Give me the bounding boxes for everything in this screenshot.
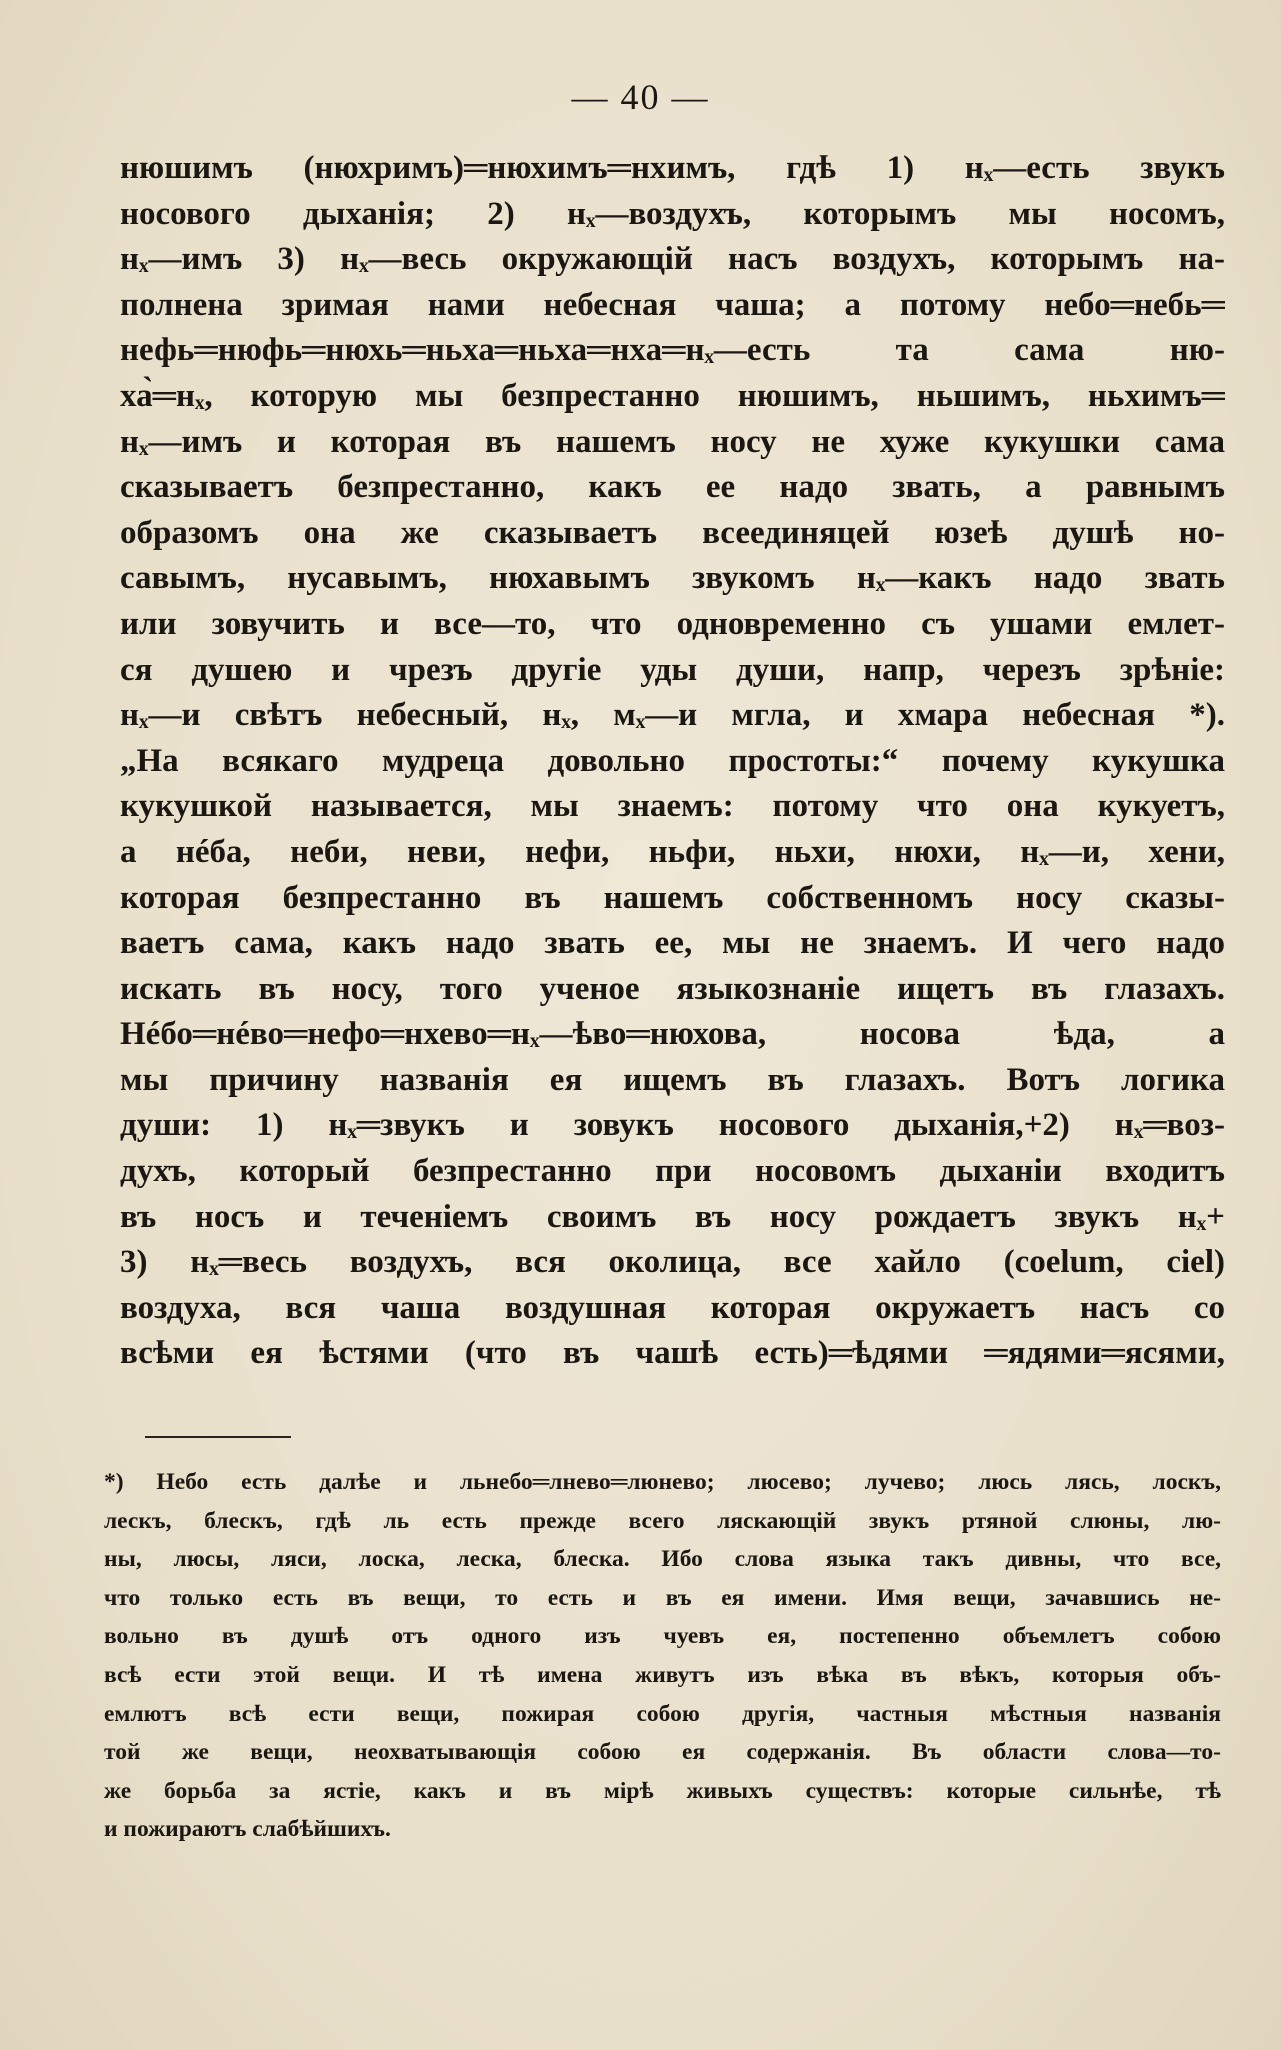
footnote-line: лескъ, блескъ, гдѣ ль есть прежде всего ляскающій звукъ ртяной слюны, лю- (104, 1507, 1221, 1534)
footnote-line: той же вещи, неохватывающія собою ея содержанія. Въ области слова—то- (104, 1739, 1221, 1766)
text-line: искать въ носу, того ученое языкознаніе ищетъ въ глазахъ. (120, 970, 1225, 1007)
text-line: „На всякаго мудреца довольно простоты:“ почему кукушка (120, 742, 1225, 779)
text-line: кукушкой называется, мы знаемъ: потому что она кукуетъ, (120, 788, 1225, 825)
main-text-block (120, 146, 1225, 1377)
text-line: или зовучить и все—то, что одновременно съ ушами емлет- (120, 605, 1225, 642)
text-line: а нéба, неби, неви, нефи, ньфи, ньхи, нюхи, нₓ—и, хени, (120, 833, 1225, 870)
text-line: нₓ—имъ и которая въ нашемъ носу не хуже кукушки сама (120, 423, 1225, 460)
text-line: въ носъ и теченіемъ своимъ въ носу рождаетъ звукъ нₓ+ (120, 1198, 1225, 1235)
footnote-line: ны, люсы, ляси, лоска, леска, блеска. Ибо слова языка такъ дивны, что все, (104, 1546, 1221, 1573)
footnote-line: и пожираютъ слабѣйшихъ. (104, 1816, 391, 1843)
text-line: мы причину названія ея ищемъ въ глазахъ. Вотъ логика (120, 1061, 1225, 1098)
footnote-block (104, 1463, 1221, 1849)
text-line: ся душею и чрезъ другіе уды души, напр, черезъ зрѣніе: (120, 651, 1225, 688)
page-number: — 40 — (571, 77, 710, 117)
footnote-line: вольно въ душѣ отъ одного изъ чуевъ ея, постепенно объемлетъ собою (104, 1623, 1221, 1650)
footnote-line: что только есть въ вещи, то есть и въ ея имени. Имя вещи, зачавшись не- (104, 1584, 1221, 1611)
text-line: нюшимъ (нюхримъ)═нюхимъ═нхимъ, гдѣ 1) нₓ—есть звукъ (120, 150, 1225, 186)
text-line: всѣми ея ѣстями (что въ чашѣ есть)═ѣдями ═ядями═ясями, (120, 1335, 1225, 1372)
text-line: образомъ она же сказываетъ всеединяцей юзеѣ душѣ но- (120, 514, 1225, 551)
text-line: которая безпрестанно въ нашемъ собственномъ носу сказы- (120, 879, 1225, 916)
footnote-line: емлютъ всѣ ести вещи, пожирая собою другія, частныя мѣстныя названія (104, 1700, 1221, 1727)
footnote-line: всѣ ести этой вещи. И тѣ имена живутъ изъ вѣка въ вѣкъ, которыя объ- (104, 1661, 1221, 1688)
text-line: души: 1) нₓ═звукъ и зовукъ носового дыханія,+2) нₓ═воз- (120, 1107, 1225, 1144)
text-line: ваетъ сама, какъ надо звать ее, мы не знаемъ. И чего надо (120, 925, 1225, 962)
footnote-line: *) Небо есть далѣе и льнебо═лнево═люнево; люсево; лучево; люсь лясь, лоскъ, (104, 1469, 1221, 1495)
text-line: нₓ—имъ 3) нₓ—весь окружающій насъ воздухъ, которымъ на- (120, 241, 1225, 278)
text-line: полнена зримая нами небесная чаша; а потому небо═небь═ (120, 286, 1225, 323)
text-line: сказываетъ безпрестанно, какъ ее надо звать, а равнымъ (120, 469, 1225, 506)
footnote-line: же борьба за ястіе, какъ и въ мірѣ живыхъ существъ: которые сильнѣе, тѣ (104, 1777, 1221, 1804)
text-line: духъ, который безпрестанно при носовомъ дыханіи входитъ (120, 1153, 1225, 1190)
text-line: ха̀═нₓ, которую мы безпрестанно нюшимъ, ньшимъ, ньхимъ═ (120, 377, 1225, 414)
text-line: савымъ, нусавымъ, нюхавымъ звукомъ нₓ—какъ надо звать (120, 560, 1225, 597)
text-line: нефь═нюфь═нюхь═ньха═ньха═нха═нₓ—есть та сама ню- (120, 332, 1225, 369)
text-line: воздуха, вся чаша воздушная которая окружаетъ насъ со (120, 1289, 1225, 1326)
text-line: Нéбо═нéво═нефо═нхево═нₓ—ѣво═нюхова, носова ѣда, а (120, 1016, 1225, 1053)
text-line: нₓ—и свѣтъ небесный, нₓ, мₓ—и мгла, и хмара небесная *). (120, 697, 1225, 734)
text-line: носового дыханія; 2) нₓ—воздухъ, которымъ мы носомъ, (120, 195, 1225, 232)
footnote-divider (145, 1436, 291, 1438)
text-line: 3) нₓ═весь воздухъ, вся околица, все хайло (coelum, ciel) (120, 1244, 1225, 1281)
